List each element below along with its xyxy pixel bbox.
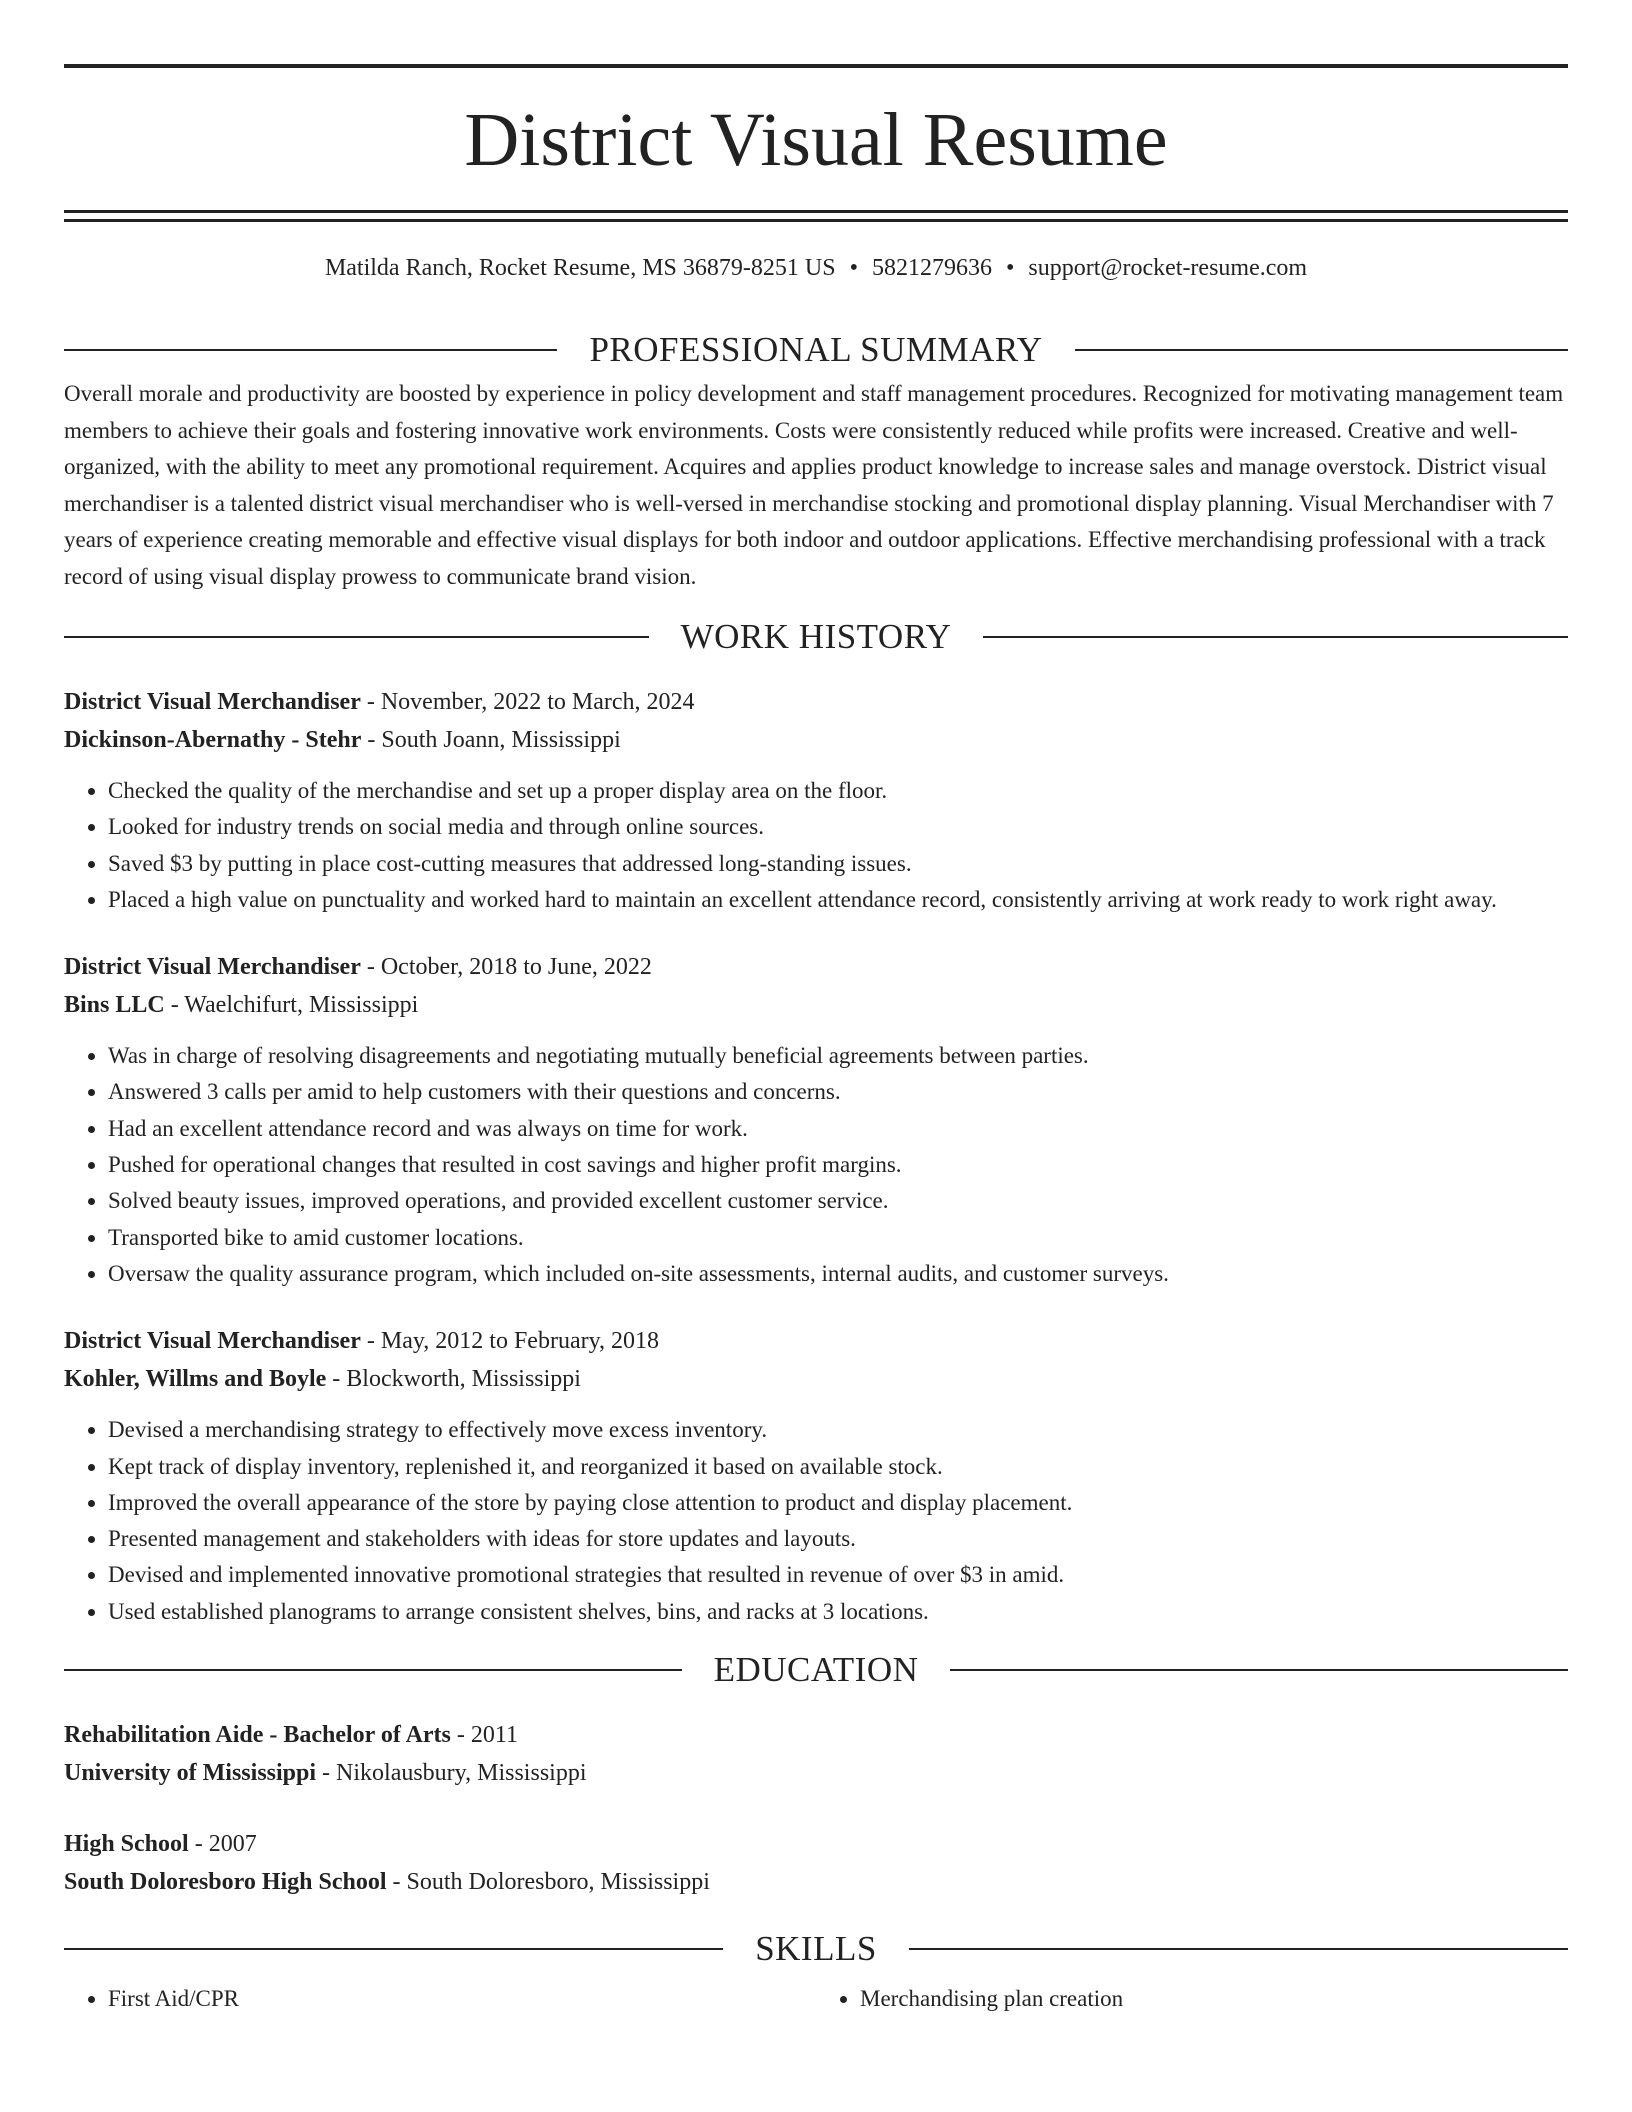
divider bbox=[1075, 349, 1568, 351]
job-company-line bbox=[64, 986, 1568, 1024]
education-school-line bbox=[64, 1863, 1568, 1901]
list-item: • Kept track of display inventory, replenished it, and reorganized it based on available stock. bbox=[108, 1449, 1568, 1485]
divider bbox=[983, 636, 1568, 638]
education-degree-line bbox=[64, 1825, 1568, 1863]
section-heading-work bbox=[64, 615, 1568, 659]
divider bbox=[64, 1669, 682, 1671]
education-entry bbox=[64, 1716, 1568, 1792]
job-dates: - November, 2022 to March, 2024 bbox=[360, 689, 695, 715]
contact-separator: • bbox=[849, 255, 858, 281]
page-title: District Visual Resume bbox=[464, 98, 1168, 182]
divider bbox=[64, 349, 557, 351]
section-heading-skills bbox=[64, 1927, 1568, 1971]
job-title-line bbox=[64, 948, 1568, 986]
education-year: - 2011 bbox=[450, 1722, 518, 1749]
skills-list bbox=[64, 1981, 1568, 2017]
section-heading-education bbox=[64, 1648, 1568, 1692]
section-heading-summary bbox=[64, 328, 1568, 372]
section-title: PROFESSIONAL SUMMARY bbox=[589, 330, 1043, 369]
section-title: WORK HISTORY bbox=[680, 617, 952, 656]
list-item: • Presented management and stakeholders with ideas for store updates and layouts. bbox=[108, 1521, 1568, 1557]
job-location: - Blockworth, Mississippi bbox=[326, 1366, 581, 1393]
list-item: • Merchandising plan creation bbox=[860, 1981, 1568, 2017]
section-title: SKILLS bbox=[755, 1929, 877, 1969]
education-degree: High School bbox=[64, 1831, 189, 1858]
education-degree: Rehabilitation Aide - Bachelor of Arts bbox=[64, 1722, 451, 1749]
job-role: District Visual Merchandiser bbox=[64, 689, 361, 715]
list-item: • Placed a high value on punctuality and worked hard to maintain an excellent attendance record, consistently arriving at work ready to work right away. bbox=[108, 882, 1568, 918]
summary-paragraph: Overall morale and productivity are boosted by experience in policy development and staff management procedures. Recognized for motivating management team members to achieve their goals and fostering innovative work environments. Costs were consistently reduced while profits were increased. Creative and well-organized, with the ability to meet any promotional requirement. Acquires and applies product knowledge to increase sales and manage overstock. District visual merchandiser is a talented district visual merchandiser who is well-versed in merchandise stocking and promotional display planning. Visual Merchandiser with 7 years of experience creating memorable and effective visual displays for both indoor and outdoor applications. Effective merchandising professional with a track record of using visual display prowess to communicate brand vision. bbox=[64, 381, 1564, 589]
list-item: • Devised and implemented innovative promotional strategies that resulted in revenue of over $3 in amid. bbox=[108, 1557, 1568, 1593]
title-rule-upper bbox=[64, 210, 1568, 213]
education-year: - 2007 bbox=[188, 1831, 257, 1858]
skills-column-right bbox=[816, 1981, 1568, 2017]
list-item: • Checked the quality of the merchandise and set up a proper display area on the floor. bbox=[108, 773, 1568, 809]
job-bullets bbox=[64, 1412, 1568, 1630]
list-item: • Looked for industry trends on social media and through online sources. bbox=[108, 809, 1568, 845]
contact-address: Matilda Ranch, Rocket Resume, MS 36879-8251 US bbox=[324, 255, 836, 281]
top-rule bbox=[64, 64, 1568, 68]
education-entry bbox=[64, 1825, 1568, 1901]
job-entry bbox=[64, 1322, 1568, 1630]
section-title: EDUCATION bbox=[713, 1650, 919, 1690]
education-location: - Nikolausbury, Mississippi bbox=[316, 1760, 587, 1787]
job-dates: - May, 2012 to February, 2018 bbox=[360, 1328, 660, 1355]
job-title-line bbox=[64, 1322, 1568, 1360]
job-role: District Visual Merchandiser bbox=[64, 1328, 361, 1355]
education-location: - South Doloresboro, Mississippi bbox=[386, 1869, 710, 1896]
education-school: University of Mississippi bbox=[64, 1760, 317, 1787]
education-degree-line bbox=[64, 1716, 1568, 1754]
job-location: - South Joann, Mississippi bbox=[361, 727, 621, 753]
list-item: • Used established planograms to arrange consistent shelves, bins, and racks at 3 locations. bbox=[108, 1594, 1568, 1630]
job-company: Bins LLC bbox=[64, 992, 165, 1019]
list-item: • Devised a merchandising strategy to effectively move excess inventory. bbox=[108, 1412, 1568, 1448]
job-dates: - October, 2018 to June, 2022 bbox=[360, 954, 652, 981]
list-item: • Improved the overall appearance of the store by paying close attention to product and display placement. bbox=[108, 1485, 1568, 1521]
job-company: Kohler, Willms and Boyle bbox=[64, 1366, 327, 1393]
job-location: - Waelchifurt, Mississippi bbox=[164, 992, 419, 1019]
list-item: • Had an excellent attendance record and was always on time for work. bbox=[108, 1111, 1568, 1147]
job-company: Dickinson-Abernathy - Stehr bbox=[64, 727, 362, 753]
divider bbox=[909, 1948, 1568, 1950]
list-item: • Oversaw the quality assurance program, which included on-site assessments, internal audits, and customer surveys. bbox=[108, 1256, 1568, 1292]
contact-email: support@rocket-resume.com bbox=[1028, 255, 1308, 281]
contact-line bbox=[64, 252, 1568, 284]
list-item: • Pushed for operational changes that resulted in cost savings and higher profit margins. bbox=[108, 1147, 1568, 1183]
list-item: • Was in charge of resolving disagreements and negotiating mutually beneficial agreements between parties. bbox=[108, 1038, 1568, 1074]
list-item: • Answered 3 calls per amid to help customers with their questions and concerns. bbox=[108, 1074, 1568, 1110]
job-bullets bbox=[64, 1038, 1568, 1292]
job-entry bbox=[64, 948, 1568, 1292]
job-role: District Visual Merchandiser bbox=[64, 954, 361, 981]
job-bullets bbox=[64, 773, 1568, 918]
job-title-line bbox=[64, 683, 1568, 721]
list-item: • First Aid/CPR bbox=[108, 1981, 816, 2017]
list-item: • Solved beauty issues, improved operations, and provided excellent customer service. bbox=[108, 1183, 1568, 1219]
job-entry bbox=[64, 683, 1568, 918]
contact-phone: 5821279636 bbox=[871, 255, 992, 281]
resume-page bbox=[64, 64, 1568, 2017]
job-company-line bbox=[64, 721, 1568, 759]
divider bbox=[950, 1669, 1568, 1671]
education-school-line bbox=[64, 1754, 1568, 1792]
list-item: • Transported bike to amid customer locations. bbox=[108, 1220, 1568, 1256]
job-company-line bbox=[64, 1360, 1568, 1398]
contact-separator: • bbox=[1005, 255, 1015, 281]
education-school: South Doloresboro High School bbox=[64, 1869, 387, 1896]
divider bbox=[64, 1948, 723, 1950]
list-item: • Saved $3 by putting in place cost-cutting measures that addressed long-standing issues. bbox=[108, 846, 1568, 882]
divider bbox=[64, 636, 649, 638]
title-rule-lower bbox=[64, 219, 1568, 222]
skills-column-left bbox=[64, 1981, 816, 2017]
